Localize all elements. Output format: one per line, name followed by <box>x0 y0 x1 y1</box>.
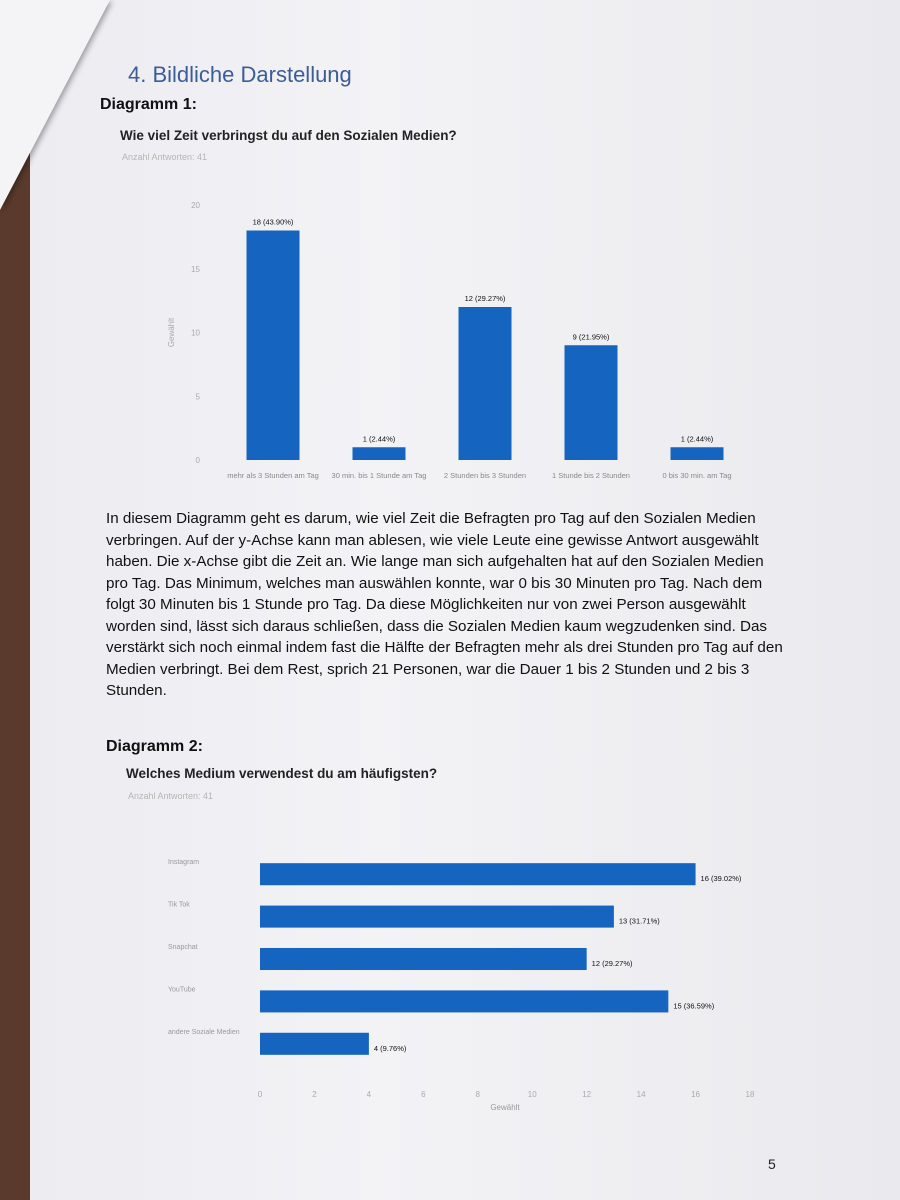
diagram1-question: Wie viel Zeit verbringst du auf den Sozialen Medien? <box>120 128 457 143</box>
x-tick-label: 10 <box>527 1090 537 1099</box>
bar <box>260 906 614 928</box>
bar <box>671 447 724 460</box>
category-label: Tik Tok <box>168 901 190 909</box>
x-tick-label: 6 <box>421 1090 426 1099</box>
y-tick-label: 0 <box>195 456 200 465</box>
data-label: 9 (21.95%) <box>572 332 610 342</box>
y-tick-label: 15 <box>191 264 200 274</box>
x-tick-label: 8 <box>475 1090 481 1099</box>
data-label: 18 (43.90%) <box>252 217 294 227</box>
diagram1-response-count: Anzahl Antworten: 41 <box>122 152 208 162</box>
data-label: 4 (9.76%) <box>373 1043 407 1053</box>
x-tick-label: 2 Stunden bis 3 Stunden <box>443 471 527 480</box>
time-spent-bar-chart <box>120 190 760 490</box>
description-paragraph: In diesem Diagramm geht es darum, wie viel Zeit die Befragten pro Tag auf den Sozialen Medien verbringen. Auf der y-Achse kann man ablesen, wie viele Leute eine gewisse Antwort ausgewählt haben. Die x-Achse gibt die Zeit an. Wie lange man sich aufgehalten hat auf den Sozialen Medien pro Tag. Das Minimum, welches man auswählen konnte, war 0 bis 30 Minuten pro Tag. Nach dem folgt 30 Minuten bis 1 Stunde pro Tag. Da diese Möglichkeiten nur von zwei Person ausgewählt worden sind, lässt sich daraus schließen, dass die Sozialen Medien kaum wegzudenken sind. Das verstärkt sich noch einmal indem fast die Hälfte der Befragten mehr als drei Stunden pro Tag auf den Medien verbringt. Bei dem Rest, sprich 21 Personen, war die Dauer 1 bis 2 Stunden und 2 bis 3 Stunden. <box>106 510 783 699</box>
bar <box>459 307 512 460</box>
data-label: 1 (2.44%) <box>362 434 396 444</box>
diagram2-question: Welches Medium verwendest du am häufigsten? <box>126 766 438 781</box>
data-label: 12 (29.27%) <box>591 959 633 968</box>
y-tick-label: 5 <box>195 392 200 402</box>
diagram1-label: Diagramm 1: <box>100 96 197 113</box>
section-heading: 4. Bildliche Darstellung <box>128 62 352 87</box>
bar <box>260 1033 369 1055</box>
x-tick-label: 12 <box>582 1090 592 1099</box>
bar <box>565 345 618 460</box>
bar <box>260 990 668 1012</box>
medium-bar-chart <box>120 845 780 1125</box>
bar <box>247 231 300 461</box>
bar <box>260 948 587 970</box>
x-tick-label: 4 <box>366 1090 372 1099</box>
data-label: 16 (39.02%) <box>700 874 742 884</box>
y-tick-label: 20 <box>191 201 200 210</box>
page-number: 5 <box>768 1156 776 1172</box>
y-axis-label: Gewählt <box>167 317 176 348</box>
x-tick-label: 0 <box>257 1090 263 1099</box>
diagram2-response-count: Anzahl Antworten: 41 <box>128 791 214 801</box>
x-tick-label: 14 <box>636 1090 646 1099</box>
bar <box>353 447 406 460</box>
x-tick-label: 1 Stunde bis 2 Stunden <box>552 471 630 480</box>
diagram2-label: Diagramm 2: <box>106 738 203 755</box>
data-label: 1 (2.44%) <box>680 434 714 444</box>
folded-page-corner <box>0 0 110 210</box>
category-label: andere Soziale Medien <box>168 1028 240 1036</box>
bar <box>260 863 696 885</box>
data-label: 15 (36.59%) <box>673 1001 715 1011</box>
category-label: Instagram <box>168 859 200 867</box>
x-axis-label: Gewählt <box>490 1103 520 1112</box>
x-tick-label: 30 min. bis 1 Stunde am Tag <box>331 471 427 480</box>
x-tick-label: 0 bis 30 min. am Tag <box>662 471 732 480</box>
x-tick-label: 18 <box>745 1090 755 1099</box>
category-label: Snapchat <box>168 944 198 951</box>
y-tick-label: 10 <box>191 328 200 338</box>
data-label: 13 (31.71%) <box>618 916 660 926</box>
category-label: YouTube <box>168 986 196 994</box>
x-tick-label: 2 <box>312 1090 317 1099</box>
x-tick-label: mehr als 3 Stunden am Tag <box>227 471 319 480</box>
x-tick-label: 16 <box>691 1090 701 1099</box>
data-label: 12 (29.27%) <box>464 294 506 303</box>
